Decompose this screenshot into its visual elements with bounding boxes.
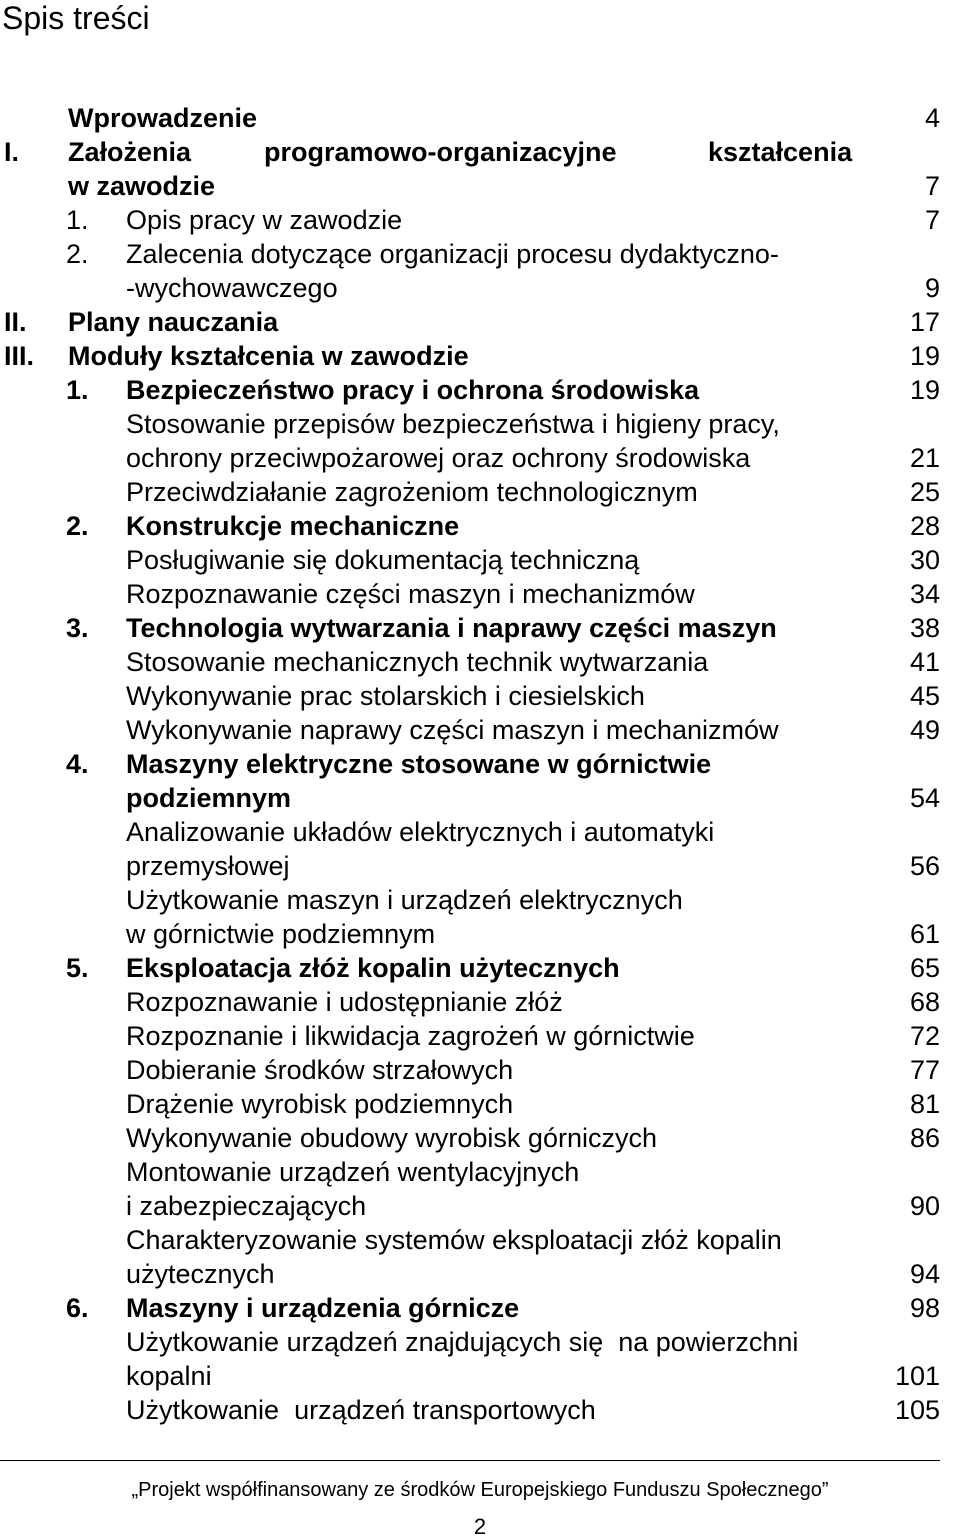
- toc-label: i zabezpieczających: [126, 1191, 367, 1221]
- toc-page: 19: [909, 375, 940, 405]
- toc-label: Przeciwdziałanie zagrożeniom technologicznym: [126, 477, 698, 507]
- toc-label: Rozpoznawanie i udostępnianie złóż: [126, 987, 563, 1017]
- toc-number: 5.: [66, 953, 89, 983]
- toc-entry-module-2[interactable]: [0, 509, 960, 543]
- toc-page: 41: [909, 647, 940, 677]
- toc-label: Posługiwanie się dokumentacją techniczną: [126, 545, 640, 575]
- toc-page: 17: [909, 307, 940, 337]
- toc-label: Drążenie wyrobisk podziemnych: [126, 1089, 514, 1119]
- toc-entry-module-6[interactable]: [0, 1291, 960, 1325]
- page-title: Spis treści: [2, 0, 150, 36]
- toc-page: 65: [909, 953, 940, 983]
- toc-entry-unit[interactable]: [0, 1053, 960, 1087]
- toc-entry-module-4[interactable]: [0, 747, 960, 781]
- toc-label: Plany nauczania: [68, 307, 279, 337]
- toc-number: 1.: [66, 205, 89, 235]
- toc-label: Analizowanie układów elektrycznych i automatyki: [126, 817, 715, 847]
- toc-page: 9: [924, 273, 940, 303]
- toc-entry-unit[interactable]: [0, 577, 960, 611]
- toc-page: 30: [909, 545, 940, 575]
- toc-page: 54: [909, 783, 940, 813]
- toc-label: Użytkowanie urządzeń transportowych: [126, 1395, 596, 1425]
- toc-label-word: Założenia: [68, 137, 192, 167]
- toc-page: 72: [909, 1021, 940, 1051]
- toc-entry-1-2[interactable]: [0, 237, 960, 271]
- toc-label: Wykonywanie obudowy wyrobisk górniczych: [126, 1123, 657, 1153]
- toc-entry-module-5[interactable]: [0, 951, 960, 985]
- toc-label: Konstrukcje mechaniczne: [126, 511, 460, 541]
- toc-number: 4.: [66, 749, 89, 779]
- toc-entry-1-2-cont[interactable]: [0, 271, 960, 305]
- toc-entry-unit[interactable]: [0, 475, 960, 509]
- footer-divider: [0, 1460, 940, 1461]
- toc-label: Eksploatacja złóż kopalin użytecznych: [126, 953, 620, 983]
- toc-label: Wykonywanie prac stolarskich i ciesielskich: [126, 681, 645, 711]
- toc-label: Dobieranie środków strzałowych: [126, 1055, 514, 1085]
- toc-number: 2.: [66, 239, 89, 269]
- toc-entry-unit[interactable]: [0, 407, 960, 441]
- toc-label: Stosowanie mechanicznych technik wytwarzania: [126, 647, 709, 677]
- toc-entry-1-1[interactable]: [0, 203, 960, 237]
- toc-label: ochrony przeciwpożarowej oraz ochrony środowiska: [126, 443, 751, 473]
- toc-label: podziemnym: [126, 783, 292, 813]
- toc-page: 61: [909, 919, 940, 949]
- toc-entry-module-1[interactable]: [0, 373, 960, 407]
- toc-entry-module-4-cont[interactable]: [0, 781, 960, 815]
- toc-page: 56: [909, 851, 940, 881]
- toc-page: 7: [924, 171, 940, 201]
- toc-label: w górnictwie podziemnym: [126, 919, 436, 949]
- page-number: 2: [473, 1514, 487, 1539]
- toc-page: 34: [909, 579, 940, 609]
- footer-text: „Projekt współfinansowany ze środków Europejskiego Funduszu Społecznego”: [131, 1479, 829, 1501]
- toc-entry-unit-cont[interactable]: [0, 1189, 960, 1223]
- toc-label: -wychowawczego: [126, 273, 338, 303]
- toc-page: 4: [924, 103, 940, 133]
- toc-label: Użytkowanie maszyn i urządzeń elektrycznych: [126, 885, 683, 915]
- toc-label: Opis pracy w zawodzie: [126, 205, 403, 235]
- toc-entry-unit-cont[interactable]: [0, 441, 960, 475]
- toc-entry-unit[interactable]: [0, 1393, 960, 1427]
- toc-label: Rozpoznawanie części maszyn i mechanizmów: [126, 579, 695, 609]
- toc-label: Maszyny elektryczne stosowane w górnictwie: [126, 749, 712, 779]
- toc-entry-section-2[interactable]: [0, 305, 960, 339]
- toc-label: Stosowanie przepisów bezpieczeństwa i higieny pracy,: [126, 409, 780, 439]
- toc-entry-unit[interactable]: [0, 985, 960, 1019]
- toc-entry-unit[interactable]: [0, 1223, 960, 1257]
- toc-page: 7: [924, 205, 940, 235]
- toc-number: I.: [4, 137, 20, 167]
- toc-label: Wykonywanie naprawy części maszyn i mechanizmów: [126, 715, 779, 745]
- toc-entry-unit[interactable]: [0, 883, 960, 917]
- toc-number: 6.: [66, 1293, 89, 1323]
- toc-page: 45: [909, 681, 940, 711]
- toc-label: Bezpieczeństwo pracy i ochrona środowiska: [126, 375, 700, 405]
- toc-page: 86: [909, 1123, 940, 1153]
- toc-label: w zawodzie: [68, 171, 216, 201]
- toc-number: 1.: [66, 375, 89, 405]
- toc-page: 68: [909, 987, 940, 1017]
- toc-entry-unit[interactable]: [0, 1087, 960, 1121]
- toc-page: 90: [909, 1191, 940, 1221]
- toc-label: Zalecenia dotyczące organizacji procesu dydaktyczno-: [126, 239, 779, 269]
- toc-page: 105: [894, 1395, 940, 1425]
- toc-number: II.: [4, 307, 27, 337]
- toc-entry-unit[interactable]: [0, 815, 960, 849]
- toc-page: 81: [909, 1089, 940, 1119]
- toc-page: 49: [909, 715, 940, 745]
- toc-entry-unit-cont[interactable]: [0, 1359, 960, 1393]
- toc-page: 19: [909, 341, 940, 371]
- toc-entry-unit-cont[interactable]: [0, 849, 960, 883]
- toc-label-word: kształcenia: [708, 137, 853, 167]
- toc-page: 77: [909, 1055, 940, 1085]
- toc-entry-unit[interactable]: [0, 1019, 960, 1053]
- toc-label: Wprowadzenie: [68, 103, 258, 133]
- toc-label: przemysłowej: [126, 851, 290, 881]
- toc-label: Technologia wytwarzania i naprawy części maszyn: [126, 613, 777, 643]
- toc-label: Montowanie urządzeń wentylacyjnych: [126, 1157, 580, 1187]
- toc-label: Moduły kształcenia w zawodzie: [68, 341, 469, 371]
- toc-entry-unit[interactable]: [0, 1121, 960, 1155]
- toc-entry-unit[interactable]: [0, 543, 960, 577]
- toc-entry-unit-cont[interactable]: [0, 1257, 960, 1291]
- toc-page: 21: [909, 443, 940, 473]
- toc-number: 3.: [66, 613, 89, 643]
- toc-entry-unit[interactable]: [0, 1155, 960, 1189]
- toc-page: 28: [909, 511, 940, 541]
- toc-page: 101: [894, 1361, 940, 1391]
- toc-entry-section-1-cont[interactable]: [0, 169, 960, 203]
- toc-label: użytecznych: [126, 1259, 275, 1289]
- toc-entry-unit-cont[interactable]: [0, 917, 960, 951]
- toc-label: Rozpoznanie i likwidacja zagrożeń w górnictwie: [126, 1021, 695, 1051]
- toc-number: 2.: [66, 511, 89, 541]
- toc-label: Użytkowanie urządzeń znajdujących się na powierzchni: [126, 1327, 799, 1357]
- toc-entry-intro[interactable]: [0, 101, 960, 135]
- toc-entry-section-3[interactable]: [0, 339, 960, 373]
- toc-entry-unit[interactable]: [0, 1325, 960, 1359]
- toc-entry-unit[interactable]: [0, 713, 960, 747]
- toc-page: 98: [909, 1293, 940, 1323]
- toc-label: Maszyny i urządzenia górnicze: [126, 1293, 520, 1323]
- toc-entry-unit[interactable]: [0, 645, 960, 679]
- toc-page: 38: [909, 613, 940, 643]
- toc-entry-section-1[interactable]: [0, 135, 960, 169]
- toc-page: 94: [909, 1259, 940, 1289]
- toc-entry-module-3[interactable]: [0, 611, 960, 645]
- toc-label-word: programowo-organizacyjne: [264, 137, 617, 167]
- toc-label: kopalni: [126, 1361, 212, 1391]
- toc-number: III.: [4, 341, 35, 371]
- toc-entry-unit[interactable]: [0, 679, 960, 713]
- toc-label: Charakteryzowanie systemów eksploatacji złóż kopalin: [126, 1225, 782, 1255]
- toc-page: 25: [909, 477, 940, 507]
